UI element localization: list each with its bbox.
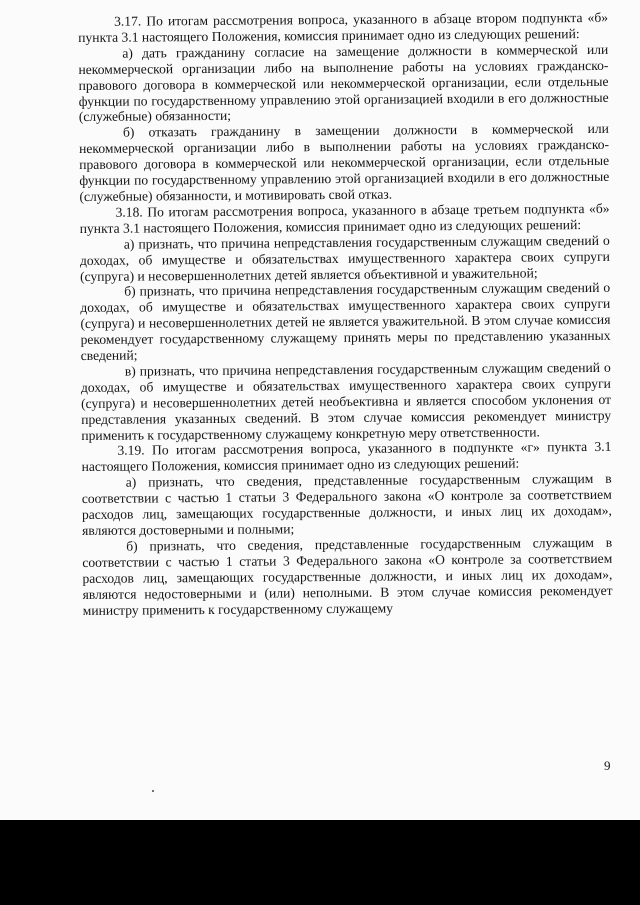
document-body (78, 10, 613, 619)
clause-3-18: 3.18. По итогам рассмотрения вопроса, указанного в абзаце третьем подпункта «б» пункта 3.1 настоящего Положения, комиссия принимает одно из следующих решений: (79, 200, 610, 236)
clause-3-17-item-b: б) отказать гражданину в замещении должности в коммерческой или некоммерческой организации либо в выполнении работы на условиях гражданско-правового договора в коммерческой или некоммерческой организации, если отдельные функции по государственному управлению этой организацией входили в его должностные (служебные) обязанности, и мотивировать свой отказ. (78, 121, 610, 204)
scan-speck (152, 790, 154, 792)
clause-3-19-item-a: а) признать, что сведения, представленные государственным служащим в соответствии с частью 1 статьи 3 Федерального закона «О контроле за соответствием расходов лиц, замещающих государственные должности, и иных лиц их доходам», являются достоверными и полными; (81, 471, 612, 538)
clause-3-19-item-b: б) признать, что сведения, представленные государственным служащим в соответствии с частью 1 статьи 3 Федерального закона «О контроле за соответствием расходов лиц, замещающих государственные должности, и иных лиц их доходам», являются недостоверными и (или) неполными. В этом случае комиссия рекомендует министру применить к государственному служащему (82, 534, 613, 618)
clause-3-18-item-c: в) признать, что причина непредставления государственным служащим сведений о доходах, об имуществе и обязательствах имущественного характера своих супруги (супруга) и несовершеннолетних детей необъективна и является способом уклонения от представления указанных сведений. В этом случае комиссия рекомендует министру применить к государственному служащему конкретную меру ответственности. (80, 359, 612, 443)
clause-3-18-item-a: а) признать, что причина непредставления государственным служащим сведений о доходах, об имуществе и обязательствах имущественного характера своих супруги (супруга) и несовершеннолетних детей является объективной и уважительной; (79, 232, 610, 284)
clause-3-18-item-b: б) признать, что причина непредставления государственным служащим сведений о доходах, об имуществе и обязательствах имущественного характера своих супруги (супруга) и несовершеннолетних детей не является уважительной. В этом случае комиссия рекомендует государственному служащему принять меры по представлению указанных сведений; (80, 280, 611, 364)
page-number: 9 (604, 758, 611, 773)
clause-3-17: 3.17. По итогам рассмотрения вопроса, указанного в абзаце втором подпункта «б» пункта 3.1 настоящего Положения, комиссия принимает одно из следующих решений: (78, 9, 609, 45)
scan-border (0, 820, 640, 905)
clause-3-17-item-a: а) дать гражданину согласие на замещение должности в коммерческой или некоммерческой организации либо на выполнение работы на условиях гражданско-правового договора в коммерческой или некоммерческой организации, если отдельные функции по государственному управлению этой организацией входили в его должностные (служебные) обязанности; (78, 41, 609, 125)
clause-3-19: 3.19. По итогам рассмотрения вопроса, указанного в подпункте «г» пункта 3.1 настоящего Положения, комиссия принимает одно из следующих решений: (81, 439, 612, 475)
